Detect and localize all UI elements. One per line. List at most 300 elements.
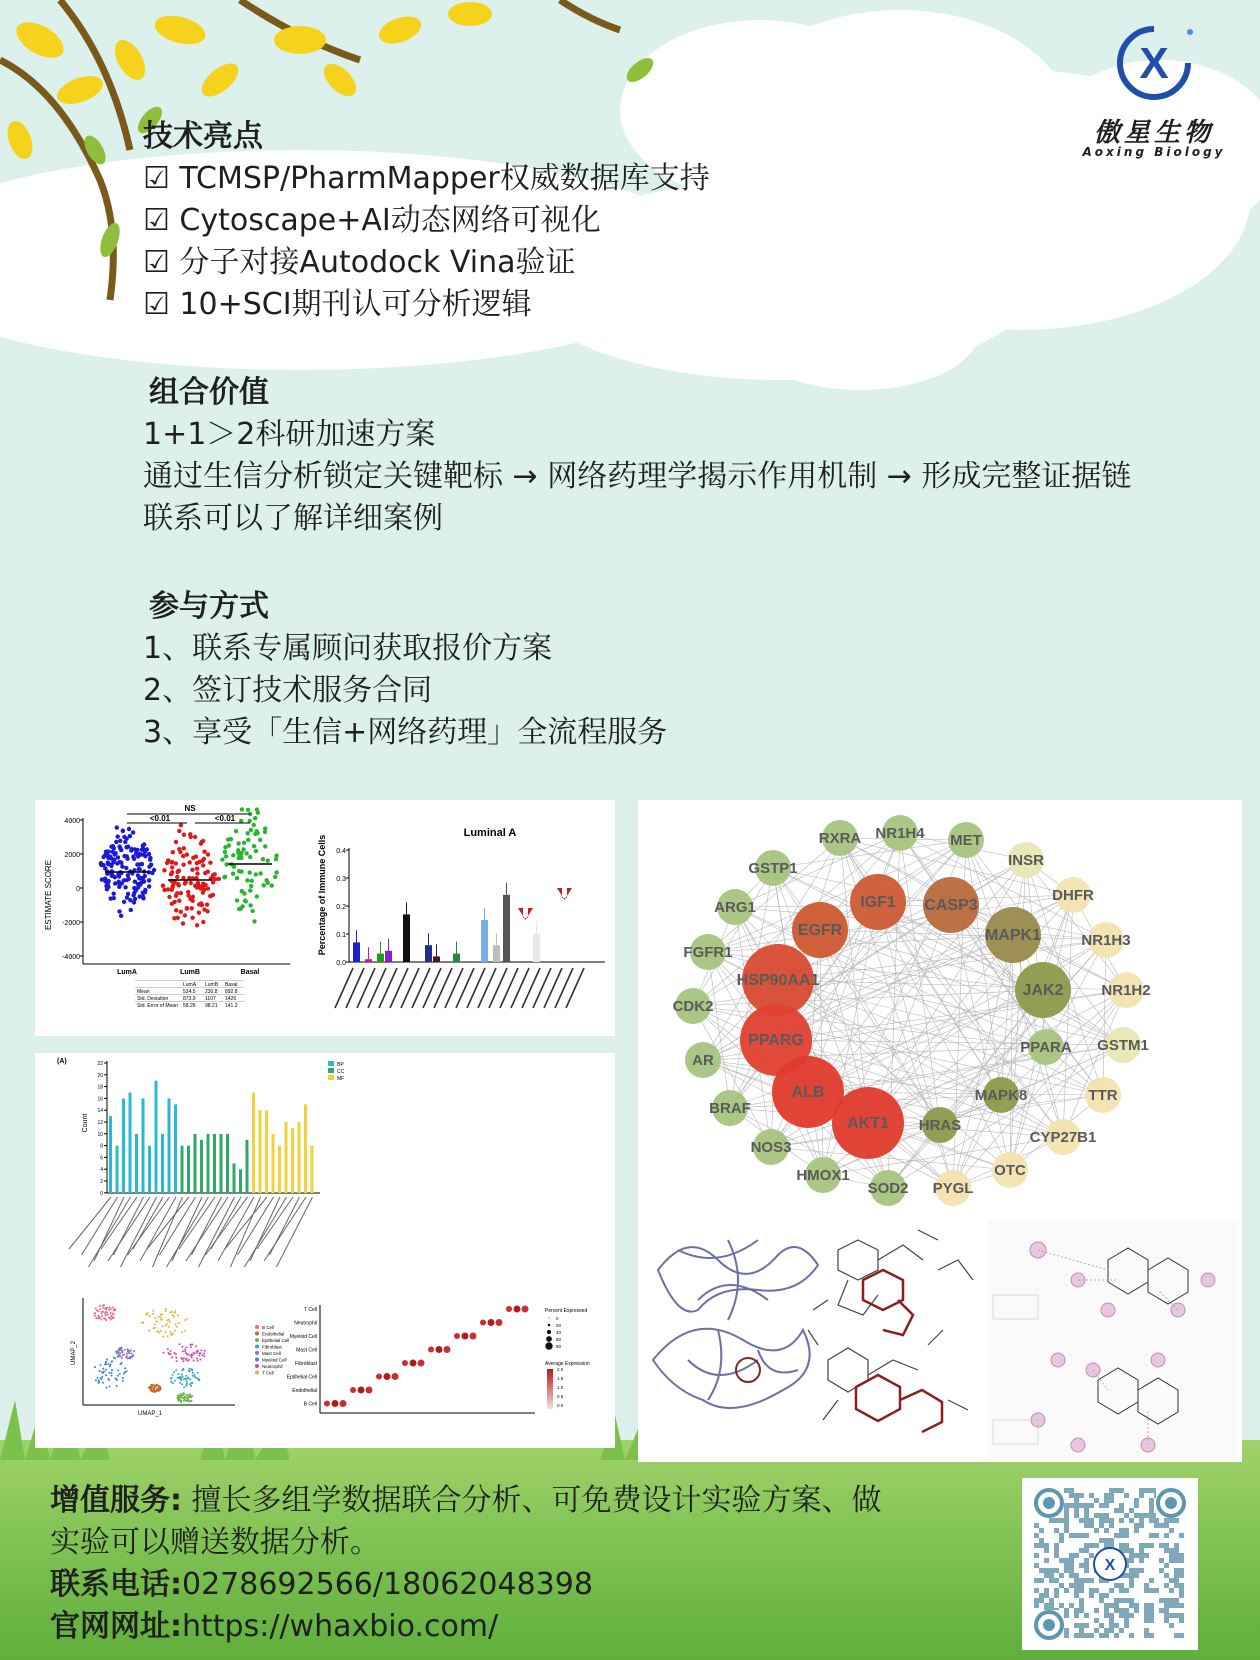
umap-cell: [185, 1352, 187, 1354]
go-bar: [278, 1146, 281, 1193]
estimate-scatter-plot: [44, 804, 290, 1009]
umap-cell: [190, 1385, 192, 1387]
estimate-point: [143, 874, 147, 878]
network-node-label: CDK2: [672, 998, 714, 1015]
go-xlabel-mark: [167, 1197, 209, 1267]
estimate-table-cell: 892.8: [225, 989, 238, 995]
go-enrichment-bar-chart: [57, 1058, 345, 1267]
estimate-point: [201, 863, 205, 867]
logo-mark-icon: [1104, 18, 1204, 108]
umap-legend-item: Neutrophil: [262, 1364, 283, 1369]
go-bar: [142, 1098, 145, 1193]
umap-cell: [170, 1350, 172, 1352]
sig-lumb-basal: <0.01: [214, 814, 236, 823]
network-node: [948, 822, 984, 858]
umap-cell: [151, 1389, 153, 1391]
umap-cell: [124, 1349, 126, 1351]
estimate-point: [124, 866, 128, 870]
estimate-point: [179, 910, 183, 914]
estimate-point: [122, 854, 126, 858]
estimate-point: [114, 840, 118, 844]
immune-bar: [377, 954, 384, 962]
umap-cell: [95, 1379, 97, 1381]
pct-legend-title: Percent Expressed: [545, 1308, 588, 1314]
umap-cell: [121, 1351, 123, 1353]
estimate-point: [248, 819, 252, 823]
estimate-point: [106, 879, 110, 883]
umap-cell: [119, 1373, 121, 1375]
go-bar: [181, 1146, 184, 1193]
umap-cell: [156, 1320, 158, 1322]
go-singlecell-figure: [35, 1053, 615, 1448]
umap-cell: [102, 1382, 104, 1384]
umap-cell: [165, 1310, 167, 1312]
estimate-point: [179, 823, 183, 827]
go-bar: [122, 1098, 125, 1193]
estimate-point: [242, 841, 246, 845]
go-xlabel-mark: [94, 1197, 124, 1261]
immune-xlabel-mark: [500, 968, 518, 1008]
estimate-point: [235, 898, 239, 902]
pct-legend-item: 0: [556, 1316, 559, 1321]
umap-cell: [145, 1314, 147, 1316]
estimate-point: [263, 826, 267, 830]
umap-cell: [172, 1332, 174, 1334]
umap-cell: [196, 1358, 198, 1360]
estimate-point: [202, 888, 206, 892]
umap-cell: [131, 1353, 133, 1355]
umap-cell: [120, 1355, 122, 1357]
estimate-point: [223, 845, 227, 849]
participate-step: 2、签订技术服务合同: [143, 673, 433, 708]
estimate-ylabel: ESTIMATE SCORE: [44, 859, 53, 931]
network-edge: [1063, 990, 1126, 1137]
service-text: 擅长多组学数据联合分析、可免费设计实验方案、做: [182, 1483, 882, 1518]
umap-cell: [181, 1383, 183, 1385]
umap-cell: [169, 1321, 171, 1323]
estimate-point: [254, 849, 258, 853]
umap-cell: [182, 1376, 184, 1378]
estimate-table-cell: 1426: [225, 996, 237, 1002]
umap-cell: [117, 1352, 119, 1354]
umap-cell: [161, 1313, 163, 1315]
highlight-item: ☑ 分子对接Autodock Vina验证: [143, 245, 576, 280]
immune-ytick: 0.3: [336, 876, 346, 883]
umap-cell: [122, 1380, 124, 1382]
estimate-point: [223, 850, 227, 854]
umap-cell: [189, 1393, 191, 1395]
umap-cell: [174, 1312, 176, 1314]
umap-cell: [186, 1318, 188, 1320]
estimate-point: [241, 847, 245, 851]
umap-cell: [179, 1382, 181, 1384]
estimate-point: [124, 837, 128, 841]
umap-cell: [129, 1357, 131, 1359]
umap-cell: [186, 1346, 188, 1348]
dotplot-dot: [506, 1306, 512, 1312]
go-bar: [259, 1110, 262, 1193]
estimate-point: [222, 875, 226, 879]
immune-bar: [403, 914, 410, 962]
estimate-point: [127, 827, 131, 831]
estimate-table-cell: Std. Error of Mean: [137, 1003, 178, 1009]
network-node-label: IGF1: [860, 894, 896, 911]
immune-bar: [453, 954, 460, 962]
umap-cell: [189, 1396, 191, 1398]
go-bar: [155, 1081, 158, 1193]
estimate-point: [195, 867, 199, 871]
estimate-point: [120, 864, 124, 868]
umap-cell: [199, 1352, 201, 1354]
umap-legend-item: T Cell: [262, 1370, 274, 1376]
umap-cell: [171, 1356, 173, 1358]
logo-subtitle: Aoxing Biology: [1082, 145, 1226, 159]
estimate-point: [249, 828, 253, 832]
estimate-point: [189, 835, 193, 839]
service-line: [50, 1480, 950, 1522]
umap-cell: [149, 1315, 151, 1317]
go-ytick: 22: [97, 1061, 103, 1067]
dotplot-row-label: Fibroblast: [295, 1361, 317, 1367]
immune-xlabel-mark: [533, 968, 551, 1008]
highlight-arrow-icon: [557, 888, 572, 900]
umap-cell: [165, 1325, 167, 1327]
umap-cell: [190, 1355, 192, 1357]
umap-cell: [109, 1372, 111, 1374]
network-node-label: AKT1: [847, 1115, 889, 1132]
qr-logo-letter: X: [1104, 1557, 1116, 1574]
highlight-item: ☑ TCMSP/PharmMapper权威数据库支持: [143, 161, 710, 196]
umap-cell: [119, 1352, 121, 1354]
umap-cell: [116, 1379, 118, 1381]
umap-cell: [190, 1344, 192, 1346]
go-bar: [148, 1146, 151, 1193]
immune-bar: [533, 934, 540, 962]
network-node-label: GSTM1: [1097, 1037, 1149, 1054]
umap-cell: [112, 1313, 114, 1315]
immune-ytick: 0.2: [336, 904, 346, 911]
umap-cell: [123, 1354, 125, 1356]
estimate-point: [261, 857, 265, 861]
umap-cell: [184, 1350, 186, 1352]
umap-cell: [181, 1394, 183, 1396]
dotplot-dot: [514, 1306, 521, 1313]
umap-cell: [124, 1367, 126, 1369]
umap-cell: [116, 1385, 118, 1387]
estimate-point: [121, 829, 125, 833]
estimate-group-label: Basal: [240, 969, 260, 976]
network-node-label: PPARG: [748, 1032, 804, 1049]
umap-cell: [158, 1316, 160, 1318]
umap-cell: [204, 1350, 206, 1352]
umap-cell: [154, 1391, 156, 1393]
estimate-point: [189, 881, 193, 885]
umap-legend-item: Endothelial: [262, 1331, 285, 1337]
immune-xlabel-mark: [566, 968, 584, 1008]
estimate-point: [248, 855, 252, 859]
estimate-point: [167, 895, 171, 899]
umap-cell: [122, 1377, 124, 1379]
immune-bar: [425, 945, 432, 962]
umap-cell: [121, 1357, 123, 1359]
umap-legend-item: Epithelial Cell: [262, 1338, 290, 1343]
estimate-point: [195, 871, 199, 875]
phone-number[interactable]: 0278692566/18062048398: [182, 1567, 593, 1602]
go-bar: [246, 1140, 249, 1193]
umap-cell: [94, 1315, 96, 1317]
umap-cell: [106, 1359, 108, 1361]
value-line: 1+1＞2科研加速方案: [143, 417, 436, 452]
immune-bar: [365, 959, 372, 962]
network-edge: [820, 930, 1106, 940]
network-node: [985, 907, 1041, 963]
go-ylabel: Count: [82, 1113, 89, 1133]
immune-xlabel-mark: [412, 968, 430, 1008]
umap-cell: [179, 1343, 181, 1345]
umap-cell: [111, 1316, 113, 1318]
estimate-point: [135, 862, 139, 866]
estimate-point: [258, 838, 262, 842]
dotplot-row-label: T Cell: [304, 1307, 317, 1313]
umap-cell: [102, 1305, 104, 1307]
network-edge: [773, 840, 966, 868]
umap-cell: [105, 1369, 107, 1371]
umap-cell: [152, 1313, 154, 1315]
immune-bar: [481, 920, 488, 962]
go-bar: [129, 1093, 132, 1193]
estimate-immune-figure: [35, 800, 615, 1036]
go-bar: [239, 1169, 242, 1193]
umap-cell: [191, 1382, 193, 1384]
dotplot-row-label: Epithelial Cell: [286, 1374, 317, 1381]
network-node-label: AR: [692, 1052, 714, 1069]
estimate-point: [147, 884, 151, 888]
network-node: [1052, 877, 1094, 913]
dotplot-dot: [410, 1360, 417, 1367]
go-bar: [174, 1104, 177, 1193]
umap-cell: [105, 1314, 107, 1316]
go-ytick: 8: [100, 1143, 103, 1150]
dotplot-dot: [488, 1319, 495, 1326]
network-node-label: DHFR: [1052, 887, 1094, 904]
network-edge: [953, 935, 1013, 1188]
umap-cell: [107, 1313, 109, 1315]
network-node-label: HSP90AA1: [736, 972, 820, 989]
estimate-point: [253, 816, 257, 820]
network-node: [1081, 922, 1130, 958]
immune-xlabel-mark: [511, 968, 529, 1008]
immune-ytick: 0.4: [336, 848, 346, 855]
umap-cell: [192, 1375, 194, 1377]
dotplot-dot: [340, 1400, 347, 1407]
go-legend-mf: MF: [337, 1076, 345, 1082]
umap-cell: [126, 1370, 128, 1372]
umap-cell: [120, 1363, 122, 1365]
estimate-point: [107, 856, 111, 860]
network-edge: [820, 930, 823, 1175]
estimate-point: [148, 856, 152, 860]
estimate-point: [229, 837, 233, 841]
umap-cell: [158, 1332, 160, 1334]
qr-code[interactable]: [1022, 1478, 1198, 1650]
estimate-point: [139, 852, 143, 856]
network-node: [709, 1090, 751, 1126]
estimate-point: [249, 884, 253, 888]
estimate-point: [252, 919, 256, 923]
umap-cell: [141, 1322, 143, 1324]
estimate-point: [182, 833, 186, 837]
network-node-label: MAPK1: [984, 927, 1042, 944]
umap-cell: [191, 1400, 193, 1402]
umap-ylabel: UMAP_2: [71, 1340, 77, 1366]
umap-cell: [184, 1348, 186, 1350]
estimate-point: [115, 825, 119, 829]
network-node-label: EGFR: [797, 922, 843, 939]
umap-cell: [200, 1349, 202, 1351]
immune-xlabel-mark: [390, 968, 408, 1008]
estimate-point: [190, 906, 194, 910]
umap-cell: [157, 1390, 159, 1392]
estimate-point: [231, 872, 235, 876]
avg-legend-title: Average Expression: [545, 1361, 590, 1367]
estimate-point: [139, 876, 143, 880]
umap-plot: [71, 1298, 289, 1417]
website-link[interactable]: https://whaxbio.com/: [182, 1609, 499, 1644]
dotplot-dot: [470, 1333, 477, 1340]
estimate-table-cell: 524.5: [183, 989, 196, 995]
umap-cell: [174, 1380, 176, 1382]
go-bar: [291, 1128, 294, 1193]
umap-cell: [183, 1357, 185, 1359]
dotplot-dot: [444, 1346, 451, 1353]
umap-cell: [101, 1319, 103, 1321]
phone-label: 联系电话:: [50, 1567, 182, 1602]
umap-cell: [196, 1350, 198, 1352]
umap-cell: [186, 1394, 188, 1396]
umap-cell: [152, 1310, 154, 1312]
umap-cell: [179, 1398, 181, 1400]
estimate-point: [197, 911, 201, 915]
umap-cell: [178, 1322, 180, 1324]
estimate-point: [196, 881, 200, 885]
estimate-point: [141, 894, 145, 898]
umap-cell: [102, 1368, 104, 1370]
estimate-ytick: 4000: [64, 818, 80, 825]
estimate-point: [224, 854, 228, 858]
estimate-point: [220, 857, 224, 861]
sig-ns: NS: [184, 804, 196, 813]
umap-cell: [160, 1330, 162, 1332]
umap-cell: [176, 1326, 178, 1328]
network-node-label: MAPK8: [974, 1087, 1028, 1104]
umap-cell: [128, 1352, 130, 1354]
umap-cell: [186, 1383, 188, 1385]
estimate-table-cell: LumB: [205, 982, 219, 988]
umap-cell: [108, 1379, 110, 1381]
network-node-label: NR1H2: [1101, 982, 1151, 999]
estimate-table-cell: 230.8: [205, 989, 218, 995]
umap-cell: [185, 1396, 187, 1398]
network-node-label: HMOX1: [796, 1167, 850, 1184]
umap-cell: [101, 1378, 103, 1380]
estimate-point: [113, 851, 117, 855]
immune-xlabel-mark: [423, 968, 441, 1008]
estimate-point: [176, 869, 180, 873]
umap-cell: [178, 1373, 180, 1375]
estimate-point: [106, 849, 110, 853]
umap-cell: [172, 1382, 174, 1384]
umap-cell: [127, 1350, 129, 1352]
umap-cell: [186, 1400, 188, 1402]
highlights-section: [143, 116, 710, 326]
estimate-point: [172, 916, 176, 920]
umap-cell: [105, 1361, 107, 1363]
umap-cell: [187, 1360, 189, 1362]
estimate-point: [169, 872, 173, 876]
go-ytick: 16: [97, 1096, 103, 1103]
umap-cell: [111, 1375, 113, 1377]
avg-legend-item: 1.5: [557, 1376, 564, 1381]
umap-cell: [172, 1374, 174, 1376]
immune-xlabel-mark: [544, 968, 562, 1008]
estimate-point: [152, 868, 156, 872]
estimate-point: [255, 894, 259, 898]
estimate-point: [177, 899, 181, 903]
network-node-label: PPARA: [1020, 1039, 1072, 1056]
umap-cell: [193, 1360, 195, 1362]
estimate-ytick: 2000: [64, 852, 80, 859]
estimate-point: [245, 851, 249, 855]
dotplot-dot: [454, 1333, 460, 1339]
estimate-point: [234, 829, 238, 833]
estimate-point: [188, 860, 192, 864]
umap-cell: [126, 1353, 128, 1355]
estimate-point: [171, 850, 175, 854]
immune-xlabel-mark: [478, 968, 496, 1008]
highlight-arrow-icon: [518, 908, 533, 920]
service-label: 增值服务:: [50, 1483, 182, 1518]
network-node: [673, 988, 714, 1024]
umap-cell: [181, 1374, 183, 1376]
dotplot-dot: [324, 1401, 330, 1407]
immune-bar: [353, 942, 360, 962]
umap-cell: [183, 1399, 185, 1401]
dotplot: [287, 1305, 590, 1413]
go-bar: [298, 1122, 301, 1193]
umap-cell: [94, 1313, 96, 1315]
immune-bar-chart: [317, 827, 605, 1018]
estimate-point: [161, 884, 165, 888]
estimate-point: [203, 883, 207, 887]
estimate-point: [103, 866, 107, 870]
go-legend-cc: CC: [337, 1069, 345, 1075]
estimate-point: [205, 902, 209, 906]
network-node: [1085, 1077, 1121, 1113]
estimate-point: [133, 897, 137, 901]
dotplot-dot: [418, 1360, 425, 1367]
umap-cell: [148, 1386, 150, 1388]
go-bar: [213, 1134, 216, 1193]
umap-cell: [133, 1350, 135, 1352]
umap-cell: [182, 1350, 184, 1352]
umap-legend-item: B Cell: [262, 1325, 275, 1330]
umap-cell: [175, 1369, 177, 1371]
dotplot-row-label: Neutrophil: [294, 1320, 317, 1327]
umap-cell: [180, 1401, 182, 1403]
estimate-point: [109, 896, 113, 900]
dotplot-dot: [496, 1319, 503, 1326]
estimate-point: [190, 868, 194, 872]
